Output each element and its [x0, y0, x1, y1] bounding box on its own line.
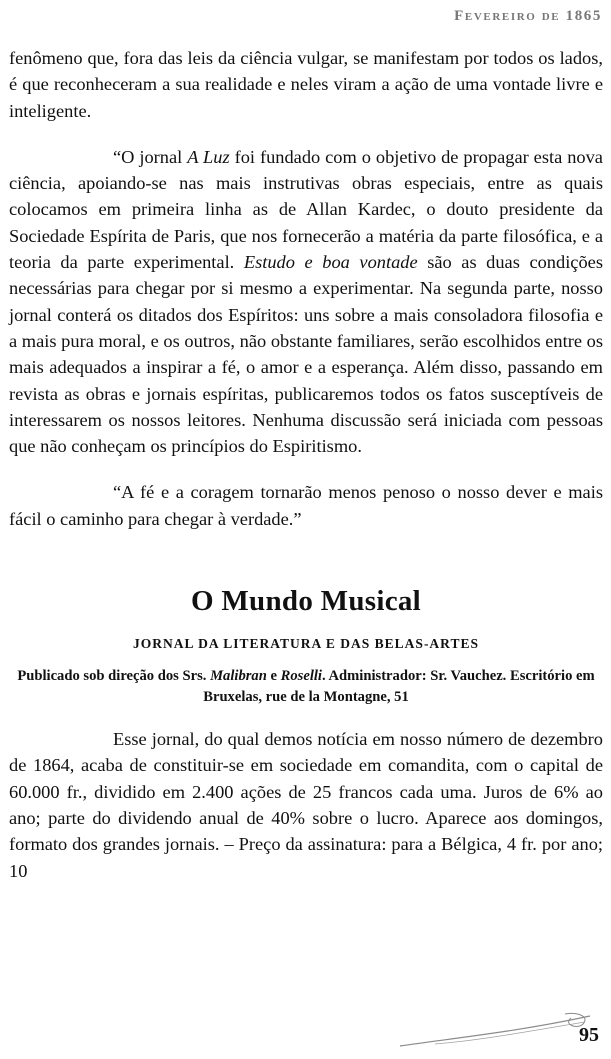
paragraph-1: fenômeno que, fora das leis da ciência vulgar, se manifestam por todos os lados, é que reconheceram a sua realidade e neles viram a ação de uma vontade livre e inteligente. [9, 48, 603, 121]
running-header: Fevereiro de 1865 [454, 8, 602, 24]
p2-text-a: “O jornal [113, 146, 188, 167]
section-publication-info [9, 666, 603, 708]
info-and: e [266, 668, 281, 685]
info-text-b: . Administrador: Sr. Vauchez. Escritório em Bruxelas, rue de la Montagne, 51 [203, 668, 595, 706]
journal-title-a-luz: A Luz [187, 146, 230, 167]
p2-text-c: são as duas condições necessárias para chegar por si mesmo a experimentar. Na segunda parte, nosso jornal conterá os ditados dos Espíritos: uns sobre a mais consoladora filosofia e a mais pura moral, e os outros, não obstante familiares, serão escolhidos entre os mais adequados a inspirar a fé, o amor e a esperança. Além disso, passando em revista as obras e jornais espíritas, publicaremos todos os fatos susceptíveis de interessarem os nossos leitores. Nenhuma discussão será iniciada com pessoas que não conheçam os princípios do Espiritismo. [9, 252, 603, 457]
paragraph-2 [9, 144, 603, 460]
director-name-2: Roselli [280, 668, 322, 685]
p2-text-b: foi fundado com o objetivo de propagar esta nova ciência, apoiando-se nas mais instrutivas obras especiais, entre as quais colocamos em primeira linha as de Allan Kardec, o douto presidente da Sociedade Espírita de Paris, que nos fornecerão a matéria da parte filosófica, e a teoria da parte experimental. [9, 146, 603, 273]
paragraph-3: “A fé e a coragem tornarão menos penoso o nosso dever e mais fácil o caminho para chegar à verdade.” [9, 482, 603, 529]
section-title: O Mundo Musical [190, 585, 422, 618]
decorative-swash-icon [395, 1010, 595, 1050]
director-name-1: Malibran [210, 668, 267, 685]
motto-text: Estudo e boa vontade [243, 252, 418, 273]
paragraph-4: Esse jornal, do qual demos notícia em nosso número de dezembro de 1864, acaba de constituir-se em sociedade em comandita, com o capital de 60.000 fr., dividido em 2.400 ações de 25 francos cada uma. Juros de 6% ao ano; parte do dividendo anual de 40% sobre o lucro. Aparece aos domingos, formato dos grandes jornais. – Preço da assinatura: para a Bélgica, 4 fr. por ano; 10 [9, 729, 603, 881]
page-content [9, 45, 603, 884]
page-number: 95 [579, 1024, 599, 1046]
info-text-a: Publicado sob direção dos Srs. [17, 668, 211, 685]
section-subtitle: JORNAL DA LITERATURA E DAS BELAS-ARTES [133, 636, 479, 652]
